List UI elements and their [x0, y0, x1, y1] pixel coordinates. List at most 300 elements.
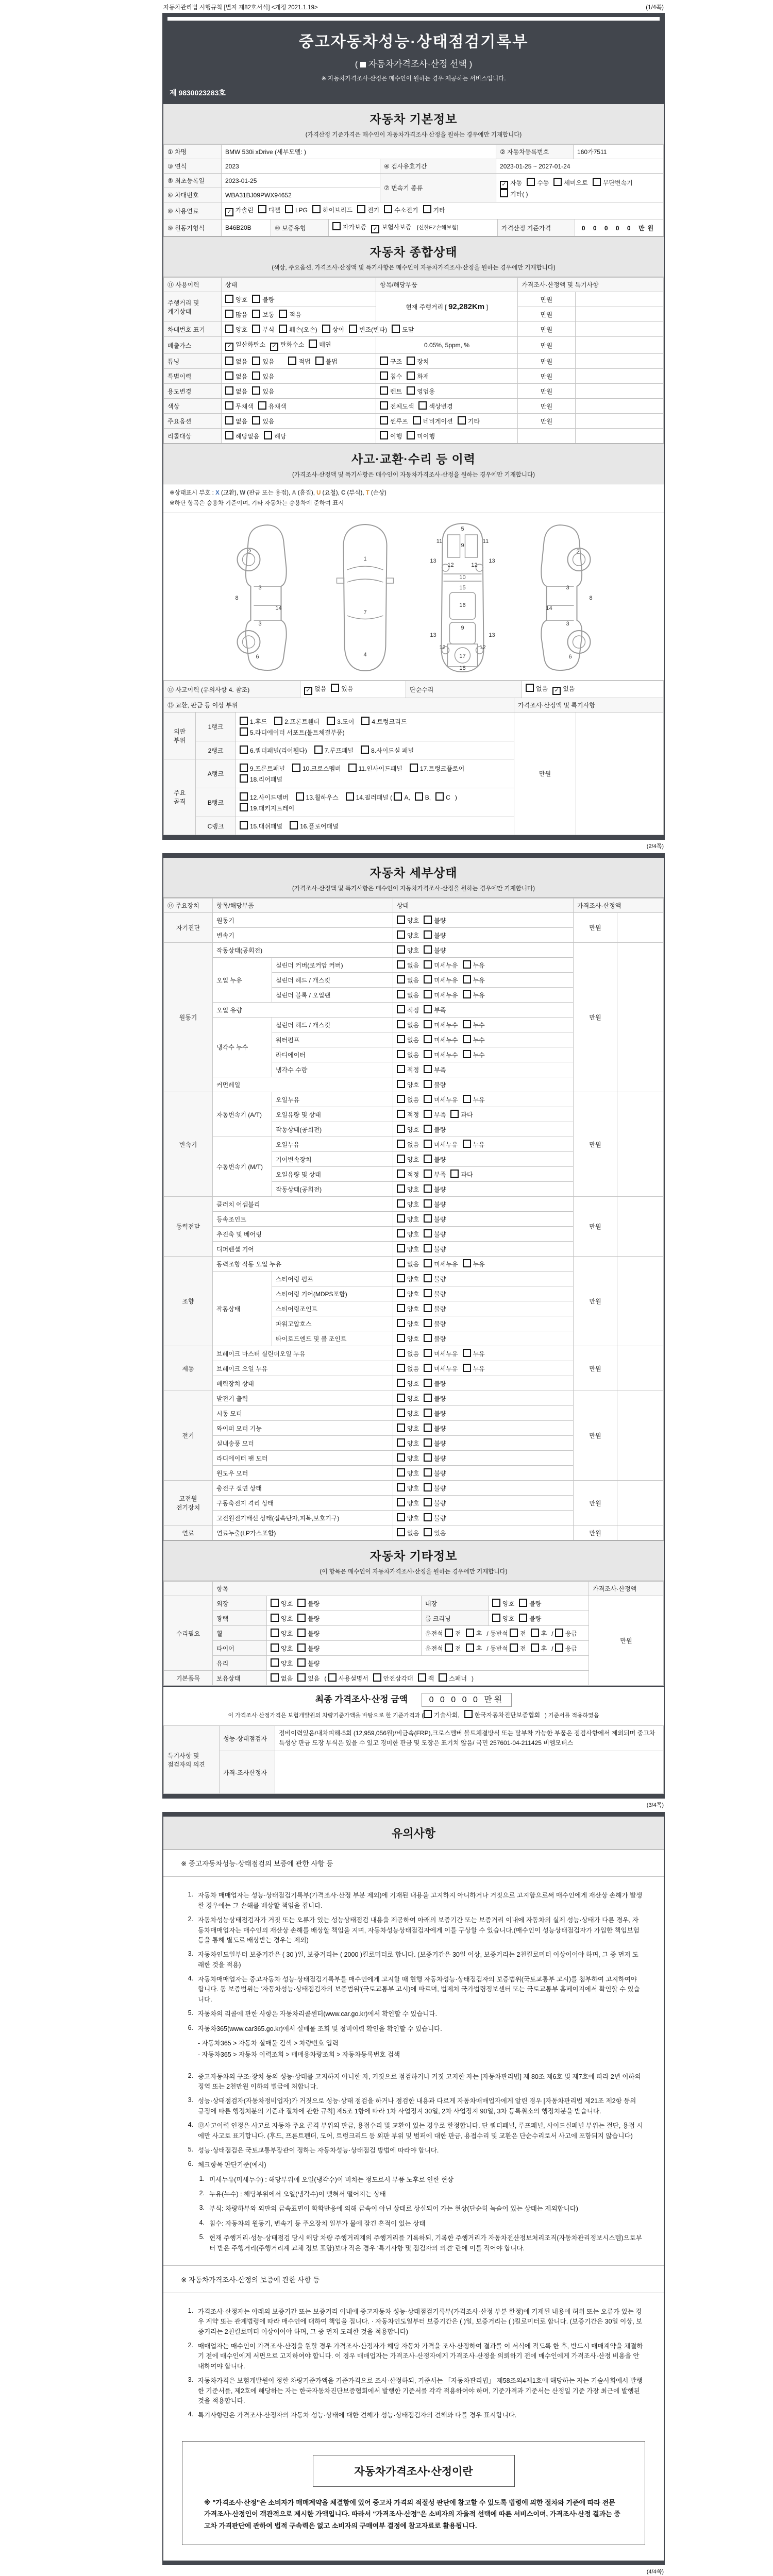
checkbox[interactable]: [424, 1095, 432, 1103]
checkbox[interactable]: [424, 1274, 432, 1282]
checkbox[interactable]: [445, 1629, 453, 1637]
checkbox-option: [424, 1409, 446, 1418]
checkbox[interactable]: [392, 325, 400, 333]
checkbox[interactable]: [397, 1110, 405, 1118]
page-number-1: (1/4쪽): [646, 5, 664, 11]
state-code-legend: ※상태표시 부호 : X (교환), W (판금 또는 용접), A (흠집), U (요철), C (부식), T (손상) ※하단 항목은 승용차 기준이며, 기타 자동차는 승용차에 준하여 표시: [163, 484, 664, 513]
checkbox[interactable]: [424, 1468, 432, 1477]
checkbox[interactable]: [593, 178, 601, 186]
opinion-table: [163, 1725, 664, 1794]
checkbox[interactable]: [297, 1643, 306, 1652]
checkbox[interactable]: [397, 1304, 405, 1312]
checkbox-checked[interactable]: [225, 208, 233, 216]
checkbox[interactable]: [410, 764, 418, 772]
checkbox[interactable]: [384, 205, 392, 213]
checkbox[interactable]: [424, 1423, 432, 1432]
checkbox[interactable]: [407, 431, 415, 439]
checkbox[interactable]: [424, 1528, 432, 1536]
checkbox[interactable]: [435, 792, 444, 801]
checkbox[interactable]: [397, 1394, 405, 1402]
checkbox[interactable]: [240, 774, 248, 783]
checkbox-option: [424, 1035, 458, 1044]
checkbox-label: 적법: [298, 358, 311, 365]
table-cell: 기어변속장치: [272, 1152, 393, 1167]
checkbox[interactable]: [252, 386, 260, 395]
checkbox[interactable]: [424, 975, 432, 984]
checkbox[interactable]: [252, 357, 260, 365]
checkbox-checked[interactable]: [225, 343, 233, 351]
checkbox-label: 없음: [407, 1052, 419, 1059]
checkbox[interactable]: [397, 1244, 405, 1252]
checkbox[interactable]: [328, 1673, 337, 1682]
checkbox[interactable]: [397, 1035, 405, 1043]
checkbox-label: 불량: [434, 1156, 446, 1164]
checkbox[interactable]: [397, 1513, 405, 1521]
checkbox[interactable]: [424, 1155, 432, 1163]
checkbox[interactable]: [258, 401, 266, 410]
checkbox[interactable]: [418, 1673, 426, 1682]
table-cell: 외판 부위: [164, 713, 196, 759]
checkbox[interactable]: [397, 1379, 405, 1387]
table-cell: [393, 1346, 574, 1361]
checkbox[interactable]: [531, 1643, 539, 1652]
document-header: [163, 14, 664, 104]
table-cell: [393, 1062, 574, 1077]
checkbox[interactable]: [397, 945, 405, 954]
checkbox-option: [424, 1170, 446, 1179]
checkbox[interactable]: [445, 1643, 453, 1652]
checkbox[interactable]: [397, 1259, 405, 1267]
checkbox[interactable]: [240, 803, 248, 811]
table-cell: [576, 399, 664, 414]
checkbox[interactable]: [397, 1528, 405, 1536]
checkbox-option: [424, 975, 458, 985]
checkbox[interactable]: [555, 1629, 563, 1637]
checkbox[interactable]: [309, 340, 317, 348]
checkbox[interactable]: [413, 416, 421, 425]
checkbox-option: [510, 1629, 526, 1638]
checkbox[interactable]: [424, 1065, 432, 1073]
checkbox[interactable]: [271, 1614, 279, 1622]
checkbox[interactable]: [424, 1304, 432, 1312]
checkbox[interactable]: [271, 1673, 279, 1682]
checkbox[interactable]: [424, 1498, 432, 1506]
checkbox[interactable]: [424, 1229, 432, 1238]
checkbox[interactable]: [296, 792, 304, 801]
checkbox[interactable]: [424, 1184, 432, 1193]
checkbox[interactable]: [463, 1349, 471, 1357]
table-cell: 냉각수 수량: [272, 1062, 393, 1077]
checkbox[interactable]: [279, 310, 287, 318]
checkbox[interactable]: [424, 1289, 432, 1297]
checkbox[interactable]: [397, 1409, 405, 1417]
checkbox[interactable]: [424, 1125, 432, 1133]
checkbox[interactable]: [527, 178, 535, 186]
table-row: [164, 713, 664, 741]
checkbox[interactable]: [463, 1140, 471, 1148]
table-cell: [617, 1526, 664, 1540]
checkbox[interactable]: [397, 1065, 405, 1073]
checkbox[interactable]: [380, 401, 388, 410]
table-row: [164, 399, 664, 414]
checkbox-label: 미세누유: [434, 1350, 458, 1358]
checkbox-option: [225, 206, 254, 216]
checkbox[interactable]: [519, 1614, 527, 1622]
checkbox[interactable]: [297, 1673, 306, 1682]
checkbox[interactable]: [271, 1629, 279, 1637]
checkbox[interactable]: [240, 727, 248, 736]
checkbox-option: [463, 1364, 485, 1373]
checkbox[interactable]: [240, 717, 248, 725]
table-cell: [393, 1361, 574, 1376]
checkbox[interactable]: [492, 1614, 500, 1622]
table-cell: [617, 913, 664, 943]
table-cell: [393, 1032, 574, 1047]
checkbox[interactable]: [357, 205, 365, 213]
checkbox[interactable]: [463, 1364, 471, 1372]
checkbox[interactable]: [271, 1658, 279, 1667]
checkbox-label: 불량: [529, 1600, 542, 1608]
checkbox-label: 적정: [407, 1171, 419, 1179]
table-cell: [617, 1197, 664, 1257]
checkbox[interactable]: [397, 1229, 405, 1238]
checkbox[interactable]: [450, 1170, 459, 1178]
checkbox[interactable]: [315, 357, 324, 365]
checkbox[interactable]: [397, 1289, 405, 1297]
checkbox[interactable]: [424, 960, 432, 969]
checkbox[interactable]: [348, 764, 357, 772]
table-row: [164, 145, 664, 159]
checkbox[interactable]: [380, 371, 388, 380]
checkbox[interactable]: [380, 386, 388, 395]
checkbox[interactable]: [463, 1095, 471, 1103]
checkbox[interactable]: [380, 416, 388, 425]
checkbox[interactable]: [458, 416, 466, 425]
checkbox[interactable]: [332, 222, 341, 230]
checkbox[interactable]: [531, 1629, 539, 1637]
checkbox[interactable]: [424, 1319, 432, 1327]
checkbox[interactable]: [464, 1710, 473, 1718]
checkbox[interactable]: [424, 1020, 432, 1028]
checkbox[interactable]: [424, 1214, 432, 1223]
checkbox-label: 가솔린: [236, 207, 254, 214]
table-cell: [393, 1167, 574, 1182]
checkbox[interactable]: [252, 325, 260, 333]
checkbox[interactable]: [225, 310, 233, 318]
checkbox[interactable]: [463, 1050, 471, 1058]
table-row: [164, 159, 664, 174]
checkbox-checked[interactable]: [500, 181, 508, 189]
checkbox[interactable]: [297, 1614, 306, 1622]
checkbox[interactable]: [264, 431, 272, 439]
checkbox-label: 양호: [236, 326, 248, 333]
checkbox-option: [240, 764, 285, 773]
checkbox[interactable]: [463, 960, 471, 969]
checkbox[interactable]: [397, 916, 405, 924]
checkbox[interactable]: [349, 325, 357, 333]
checkbox[interactable]: [397, 1214, 405, 1223]
checkbox-option: [593, 178, 633, 187]
checkbox[interactable]: [225, 416, 233, 425]
checkbox[interactable]: [397, 1364, 405, 1372]
checkbox[interactable]: [397, 1005, 405, 1013]
checkbox[interactable]: [424, 1364, 432, 1372]
checkbox[interactable]: [424, 1409, 432, 1417]
column-header: 상태: [393, 899, 574, 913]
checkbox[interactable]: [407, 386, 415, 395]
svg-text:18: 18: [459, 665, 466, 672]
checkbox[interactable]: [225, 295, 233, 303]
checkbox[interactable]: [274, 717, 282, 725]
checkbox[interactable]: [424, 1170, 432, 1178]
checkbox-label: 과다: [461, 1111, 473, 1119]
checkbox[interactable]: [397, 1170, 405, 1178]
checkbox[interactable]: [424, 1438, 432, 1447]
checkbox-option: [225, 357, 247, 366]
checkbox-option: [271, 1629, 293, 1638]
checkbox-option: [225, 371, 247, 381]
checkbox[interactable]: [397, 1468, 405, 1477]
checkbox[interactable]: [397, 1080, 405, 1088]
checkbox-option: [553, 178, 587, 187]
checkbox[interactable]: [510, 1643, 518, 1652]
checkbox[interactable]: [271, 1643, 279, 1652]
checkbox-option: [290, 821, 339, 831]
checkbox-label: 기타: [467, 418, 480, 425]
checkbox[interactable]: [290, 821, 298, 829]
column-header: ⑪ 사용이력: [164, 278, 222, 292]
checkbox[interactable]: [252, 310, 260, 318]
checkbox-option: [463, 960, 485, 970]
checkbox-checked[interactable]: [270, 343, 278, 351]
checkbox-option: [380, 386, 402, 396]
checkbox[interactable]: [397, 1050, 405, 1058]
valid-value: 2023-01-25 ~ 2027-01-24: [496, 159, 664, 174]
checkbox[interactable]: [314, 745, 323, 754]
checkbox[interactable]: [252, 416, 260, 425]
checkbox[interactable]: [397, 1274, 405, 1282]
checkbox[interactable]: [397, 1140, 405, 1148]
checkbox[interactable]: [526, 684, 534, 692]
table-cell: 만원: [574, 1092, 617, 1197]
checkbox[interactable]: [466, 1629, 474, 1637]
checkbox[interactable]: [361, 717, 369, 725]
checkbox[interactable]: [240, 764, 248, 772]
checkbox[interactable]: [407, 357, 415, 365]
checkbox[interactable]: [424, 990, 432, 998]
checkbox-label: 양호: [407, 1470, 419, 1478]
checkbox-label: 누유: [473, 962, 485, 970]
checkbox[interactable]: [424, 1349, 432, 1357]
checkbox[interactable]: [424, 1483, 432, 1492]
table-row: [164, 1641, 664, 1656]
notice-item: 4. 특기사항란은 가격조사·산정자의 자동차 성능·상태에 대한 견해가 성능·상태점검자의 견해와 다를 경우 표시합니다.: [188, 2411, 517, 2419]
checkbox[interactable]: [500, 189, 508, 197]
page-divider: [163, 854, 664, 858]
checkbox[interactable]: [424, 1035, 432, 1043]
table-cell: 용도변경: [164, 384, 222, 399]
checkbox[interactable]: [424, 1199, 432, 1208]
checkbox[interactable]: [397, 1453, 405, 1462]
checkbox[interactable]: [240, 792, 248, 801]
document-title: 중고자동차성능·상태점검기록부: [298, 33, 529, 50]
checkbox[interactable]: [415, 792, 423, 801]
checkbox[interactable]: [252, 295, 260, 303]
final-price-note: 이 가격조사·산정가격은 보험개발원의 차량기준가액을 바탕으로 한 기준가격과 ( 기술사회, 한국자동차진단보증협회 ) 기준서를 적용하였음: [163, 1710, 664, 1719]
checkbox[interactable]: [331, 684, 339, 692]
checkbox[interactable]: [463, 1035, 471, 1043]
checkbox[interactable]: [463, 990, 471, 998]
checkbox-label: 8.사이드실 패널: [371, 747, 414, 755]
checkbox[interactable]: [279, 325, 287, 333]
checkbox[interactable]: [424, 1140, 432, 1148]
table-cell: 주행거리 및 계기상태: [164, 292, 222, 322]
table-row: [164, 384, 664, 399]
checkbox[interactable]: [466, 1643, 474, 1652]
checkbox[interactable]: [463, 1020, 471, 1028]
checkbox[interactable]: [271, 1599, 279, 1607]
checkbox[interactable]: [423, 205, 431, 213]
checkbox[interactable]: [450, 1110, 459, 1118]
checkbox[interactable]: [225, 325, 233, 333]
checkbox[interactable]: [519, 1599, 527, 1607]
checkbox[interactable]: [424, 1244, 432, 1252]
checkbox-checked[interactable]: [371, 225, 379, 233]
checkbox[interactable]: [510, 1629, 518, 1637]
checkbox[interactable]: [439, 1673, 447, 1682]
checkbox[interactable]: [225, 371, 233, 380]
checkbox[interactable]: [327, 717, 335, 725]
checkbox[interactable]: [424, 1453, 432, 1462]
table-cell: 운전석 전 후 / 동반석 전 후 / 응급: [422, 1641, 589, 1656]
checkbox[interactable]: [225, 431, 233, 439]
checkbox-option: [439, 1673, 467, 1683]
notice-header: [163, 1817, 664, 1850]
table-cell: [222, 369, 376, 384]
checkbox-label: 없음: [536, 685, 548, 693]
checkbox-option: [407, 431, 435, 440]
checkbox-label: 적음: [289, 311, 301, 318]
checkbox-label: 일산화탄소: [236, 341, 265, 348]
table-cell: 실린더 블록 / 오일팬: [272, 988, 393, 1003]
table-cell: [393, 1152, 574, 1167]
checkbox[interactable]: [397, 1319, 405, 1327]
checkbox-option: [292, 764, 341, 773]
checkbox[interactable]: [397, 1423, 405, 1432]
checkbox[interactable]: [312, 205, 321, 213]
checkbox[interactable]: [555, 1643, 563, 1652]
checkbox[interactable]: [292, 764, 300, 772]
checkbox[interactable]: [463, 1259, 471, 1267]
checkbox[interactable]: [397, 975, 405, 984]
checkbox[interactable]: [424, 1394, 432, 1402]
checkbox[interactable]: [463, 975, 471, 984]
checkbox[interactable]: [380, 431, 388, 439]
checkbox[interactable]: [397, 1349, 405, 1357]
checkbox-label: 불량: [434, 1335, 446, 1343]
checkbox[interactable]: [553, 178, 562, 186]
checkbox[interactable]: [424, 1379, 432, 1387]
checkbox[interactable]: [240, 821, 248, 829]
table-cell: 오일누유: [272, 1092, 393, 1107]
checkbox-option: [397, 930, 419, 940]
checkbox[interactable]: [258, 205, 266, 213]
checkbox[interactable]: [240, 745, 248, 754]
checkbox-option: [413, 416, 453, 426]
checkbox[interactable]: [322, 325, 330, 333]
checkbox[interactable]: [424, 1080, 432, 1088]
table-cell: [518, 429, 576, 444]
checkbox[interactable]: [397, 1095, 405, 1103]
checkbox[interactable]: [394, 792, 402, 801]
table-cell: 라디에이터: [272, 1047, 393, 1062]
checkbox[interactable]: [225, 357, 233, 365]
table-cell: 윈도우 모터: [213, 1466, 393, 1481]
checkbox[interactable]: [424, 1110, 432, 1118]
checkbox[interactable]: [424, 1710, 432, 1718]
checkbox[interactable]: [346, 792, 354, 801]
checkbox-label: 양호: [236, 296, 248, 303]
checkbox[interactable]: [397, 960, 405, 969]
checkbox[interactable]: [297, 1658, 306, 1667]
checkbox-option: [424, 1274, 446, 1283]
checkbox[interactable]: [424, 1513, 432, 1521]
checkbox[interactable]: [297, 1599, 306, 1607]
checkbox[interactable]: [397, 1438, 405, 1447]
checkbox[interactable]: [424, 945, 432, 954]
checkbox-checked[interactable]: [552, 687, 561, 695]
checkbox[interactable]: [225, 386, 233, 395]
checkbox[interactable]: [424, 1050, 432, 1058]
checkbox[interactable]: [397, 1199, 405, 1208]
checkbox[interactable]: [380, 357, 388, 365]
checkbox-label: 해당없음: [236, 433, 260, 440]
checkbox-label: 누유: [473, 1141, 485, 1149]
checkbox[interactable]: [424, 1259, 432, 1267]
svg-text:3: 3: [565, 621, 569, 628]
checkbox[interactable]: [492, 1599, 500, 1607]
checkbox[interactable]: [252, 371, 260, 380]
checkbox[interactable]: [297, 1629, 306, 1637]
checkbox-label: 수동: [537, 179, 549, 187]
checkbox[interactable]: [424, 930, 432, 939]
checkbox[interactable]: [397, 1483, 405, 1492]
checkbox[interactable]: [424, 1334, 432, 1342]
checkbox[interactable]: [397, 1020, 405, 1028]
checkbox[interactable]: [288, 357, 296, 365]
checkbox[interactable]: [397, 990, 405, 998]
checkbox[interactable]: [397, 930, 405, 939]
checkbox-checked[interactable]: [304, 687, 312, 695]
checkbox[interactable]: [397, 1498, 405, 1506]
checkbox[interactable]: [418, 401, 427, 410]
table-cell: 특별이력: [164, 369, 222, 384]
checkbox[interactable]: [285, 205, 293, 213]
checkbox-label: 양호: [407, 1410, 419, 1418]
checkbox[interactable]: [373, 1673, 381, 1682]
checkbox[interactable]: [424, 1005, 432, 1013]
checkbox[interactable]: [424, 916, 432, 924]
table-cell: [393, 1481, 574, 1496]
checkbox-option: [531, 1643, 547, 1653]
checkbox[interactable]: [397, 1334, 405, 1342]
checkbox[interactable]: [397, 1155, 405, 1163]
checkbox[interactable]: [397, 1184, 405, 1193]
checkbox[interactable]: [361, 745, 369, 754]
checkbox[interactable]: [407, 371, 415, 380]
checkbox[interactable]: [225, 401, 233, 410]
checkbox[interactable]: [397, 1125, 405, 1133]
